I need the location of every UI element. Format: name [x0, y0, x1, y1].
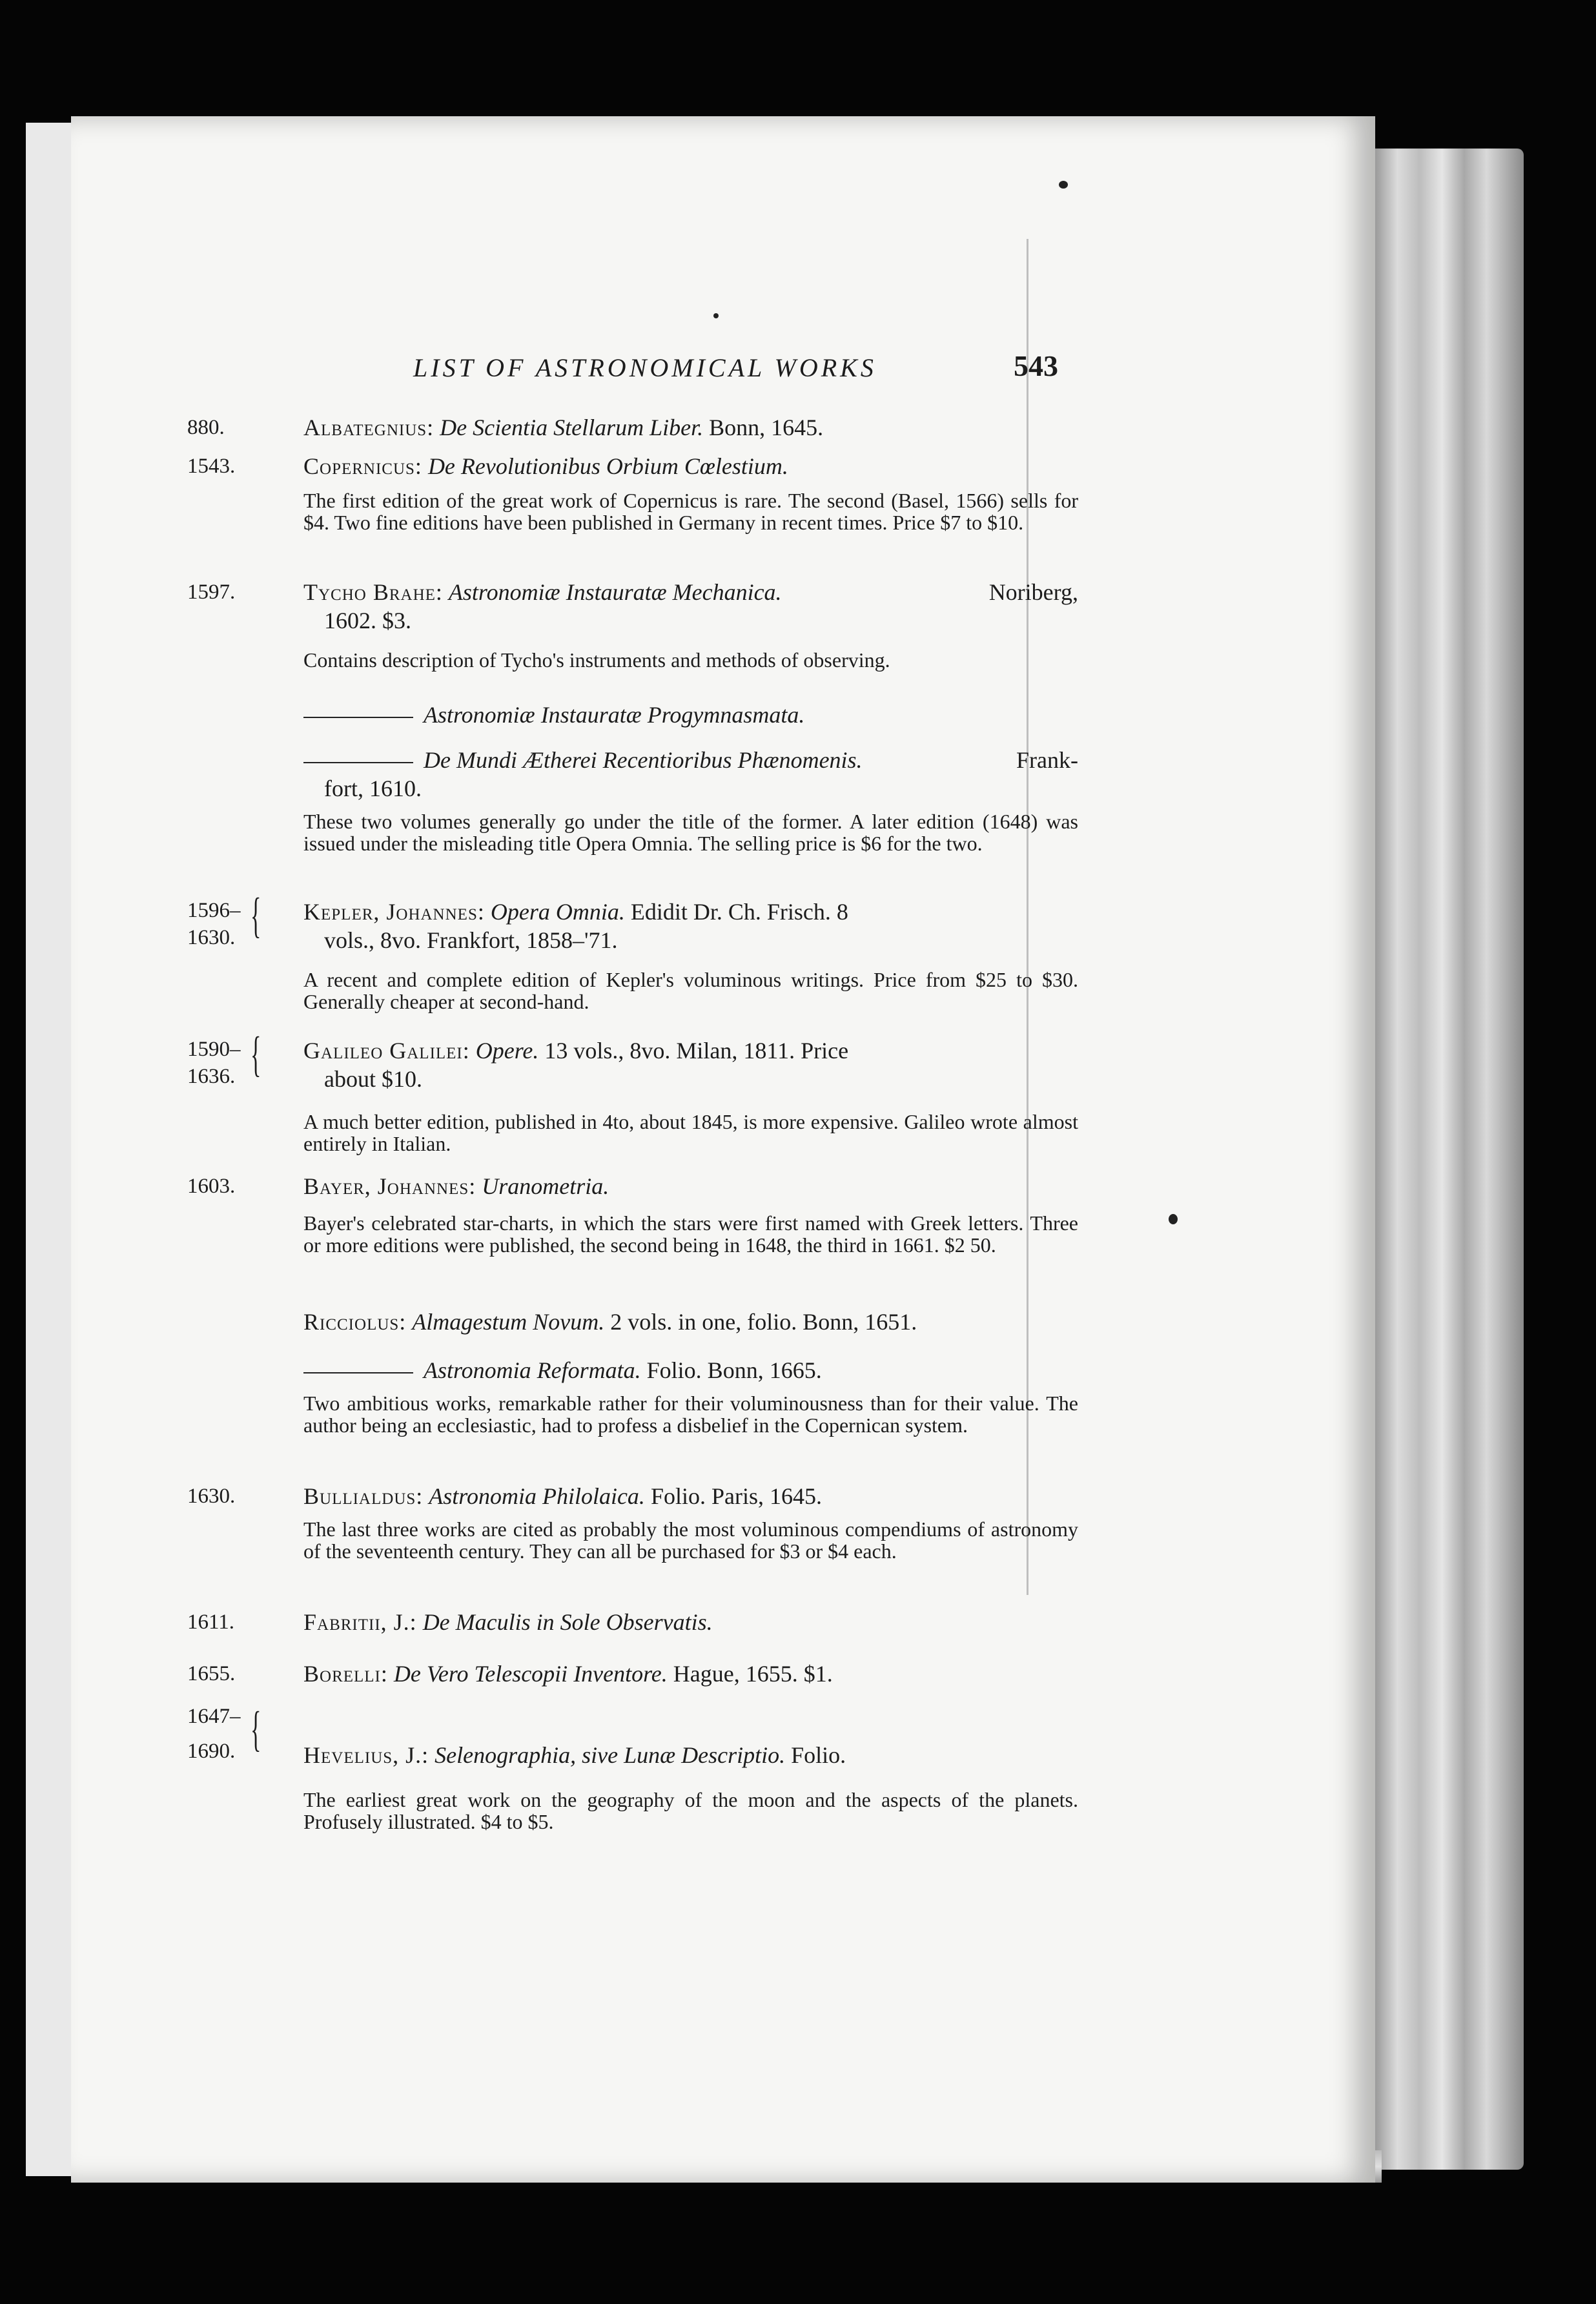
- entry-title: [303, 1356, 1078, 1384]
- entry-title: [303, 413, 1078, 442]
- entry-year-end: 1636.: [187, 1065, 236, 1088]
- entry-year-end: 1690.: [187, 1740, 236, 1763]
- entry-note: Two ambitious works, remarkable rather for their voluminousness than for their value. The author being an ecclesiastic, had to profess a disbelief in the Copernican system.: [303, 1392, 1078, 1437]
- entry-work: De Vero Telescopii Inventore.: [393, 1661, 668, 1687]
- entry-author: Bayer, Johannes:: [303, 1173, 476, 1199]
- entry-imprint: Folio.: [791, 1742, 846, 1768]
- entry-work: Astronomia Reformata.: [424, 1357, 641, 1383]
- entry-work: Opere.: [475, 1038, 539, 1064]
- running-title: LIST OF ASTRONOMICAL WORKS: [413, 353, 877, 382]
- entry-work: Astronomiæ Instauratæ Progymnasmata.: [424, 702, 805, 728]
- page-number: 543: [1014, 349, 1058, 382]
- entry-work: Almagestum Novum.: [412, 1309, 605, 1335]
- entry-title: [303, 1036, 1078, 1093]
- entry-author: Kepler, Johannes:: [303, 899, 485, 925]
- entry-continuation: 1602. $3.: [324, 608, 411, 633]
- entry-imprint: Folio. Bonn, 1665.: [646, 1357, 822, 1383]
- ink-speck: [713, 313, 719, 318]
- entry-imprint: Frank-: [1016, 747, 1078, 773]
- entry-title: [303, 452, 1078, 480]
- entry-note: A much better edition, published in 4to, about 1845, is more expensive. Galileo wrote almost entirely in Italian.: [303, 1110, 1078, 1155]
- facing-page-sliver: [26, 123, 74, 2176]
- entry-author: Copernicus:: [303, 453, 422, 479]
- entry-continuation: about $10.: [324, 1066, 422, 1092]
- ink-speck: [1059, 181, 1068, 189]
- entry-year: 1603.: [187, 1175, 236, 1198]
- entry-year: 1611.: [187, 1610, 235, 1634]
- entry-note: The earliest great work on the geography of the moon and the aspects of the planets. Profusely illustrated. $4 to $5.: [303, 1788, 1078, 1833]
- entry-author: Hevelius, J.:: [303, 1742, 429, 1768]
- entry-title: [303, 1741, 1078, 1769]
- entry-year: 1647–: [187, 1705, 241, 1728]
- running-header: [413, 349, 1085, 394]
- entry-year: 1630.: [187, 1485, 236, 1508]
- entry-note: Contains description of Tycho's instruments and methods of observing.: [303, 648, 890, 672]
- entry-work: De Mundi Ætherei Recentioribus Phænomenis.: [424, 747, 863, 773]
- entry-continuation: fort, 1610.: [324, 776, 422, 801]
- entry-imprint: 13 vols., 8vo. Milan, 1811. Price: [544, 1038, 849, 1064]
- entry-brace: {: [251, 889, 261, 943]
- entry-work: Astronomia Philolaica.: [429, 1483, 645, 1509]
- entry-author: Albategnius:: [303, 415, 435, 440]
- entry-note: Bayer's celebrated star-charts, in which the stars were first named with Greek letters. Three or more editions were published, the second being in 1648, the third in 1661. $2 50.: [303, 1211, 1078, 1257]
- entry-author: Bullialdus:: [303, 1483, 424, 1509]
- entry-imprint: Noriberg,: [988, 579, 1078, 605]
- entry-author: Tycho Brahe:: [303, 579, 443, 605]
- entry-year: 880.: [187, 416, 225, 439]
- entry-brace: {: [251, 1027, 261, 1082]
- entry-year: 1597.: [187, 581, 236, 604]
- entry-title: [303, 746, 1078, 803]
- entry-title: [303, 898, 1078, 954]
- entry-title: [303, 1308, 1078, 1336]
- entry-note: These two volumes generally go under the title of the former. A later edition (1648) was issued under the misleading title Opera Omnia. The selling price is $6 for the two.: [303, 810, 1078, 855]
- entry-imprint: 2 vols. in one, folio. Bonn, 1651.: [610, 1309, 917, 1335]
- entry-work: De Maculis in Sole Observatis.: [422, 1609, 713, 1635]
- entry-year: 1543.: [187, 455, 236, 478]
- entry-work: De Revolutionibus Orbium Cœlestium.: [427, 453, 788, 479]
- page-stack-edge: [1375, 149, 1524, 2170]
- ditto-rule: [303, 1372, 413, 1373]
- entry-note: The first edition of the great work of Copernicus is rare. The second (Basel, 1566) sells for $4. Two fine editions have been published in Germany in recent times. Price $7 to $10.: [303, 489, 1078, 534]
- entry-note: The last three works are cited as probably the most voluminous compendiums of astronomy of the seventeenth century. They can all be purchased for $3 or $4 each.: [303, 1517, 1078, 1563]
- entry-imprint: Edidit Dr. Ch. Frisch. 8: [630, 899, 848, 925]
- entry-title: [303, 1172, 1078, 1200]
- entry-title: [303, 578, 1078, 635]
- entry-work: Opera Omnia.: [490, 899, 625, 925]
- entry-title: [303, 1660, 1078, 1688]
- entry-work: Uranometria.: [482, 1173, 609, 1199]
- ditto-rule: [303, 717, 413, 718]
- entry-title: [303, 1608, 1078, 1636]
- entry-title: [303, 701, 1078, 729]
- entry-author: Galileo Galilei:: [303, 1038, 470, 1064]
- entry-year: 1590–: [187, 1038, 241, 1061]
- entry-imprint: Hague, 1655. $1.: [673, 1661, 833, 1687]
- entry-work: Selenographia, sive Lunæ Descriptio.: [435, 1742, 786, 1768]
- ink-speck: [1169, 1214, 1178, 1224]
- entry-author: Fabritii, J.:: [303, 1609, 417, 1635]
- entry-work: Astronomiæ Instauratæ Mechanica.: [448, 579, 782, 605]
- entry-year: 1596–: [187, 899, 241, 922]
- ditto-rule: [303, 762, 413, 763]
- entry-author: Ricciolus:: [303, 1309, 407, 1335]
- entry-brace: {: [251, 1702, 261, 1756]
- entry-continuation: vols., 8vo. Frankfort, 1858–'71.: [324, 927, 618, 953]
- entry-author: Borelli:: [303, 1661, 388, 1687]
- entry-note: A recent and complete edition of Kepler's voluminous writings. Price from $25 to $30. Generally cheaper at second-hand.: [303, 968, 1078, 1013]
- entry-imprint: Folio. Paris, 1645.: [650, 1483, 822, 1509]
- entry-year-end: 1630.: [187, 926, 236, 949]
- entry-year: 1655.: [187, 1662, 236, 1685]
- entry-title: [303, 1482, 1078, 1510]
- entry-imprint: Bonn, 1645.: [709, 415, 824, 440]
- entry-work: De Scientia Stellarum Liber.: [440, 415, 704, 440]
